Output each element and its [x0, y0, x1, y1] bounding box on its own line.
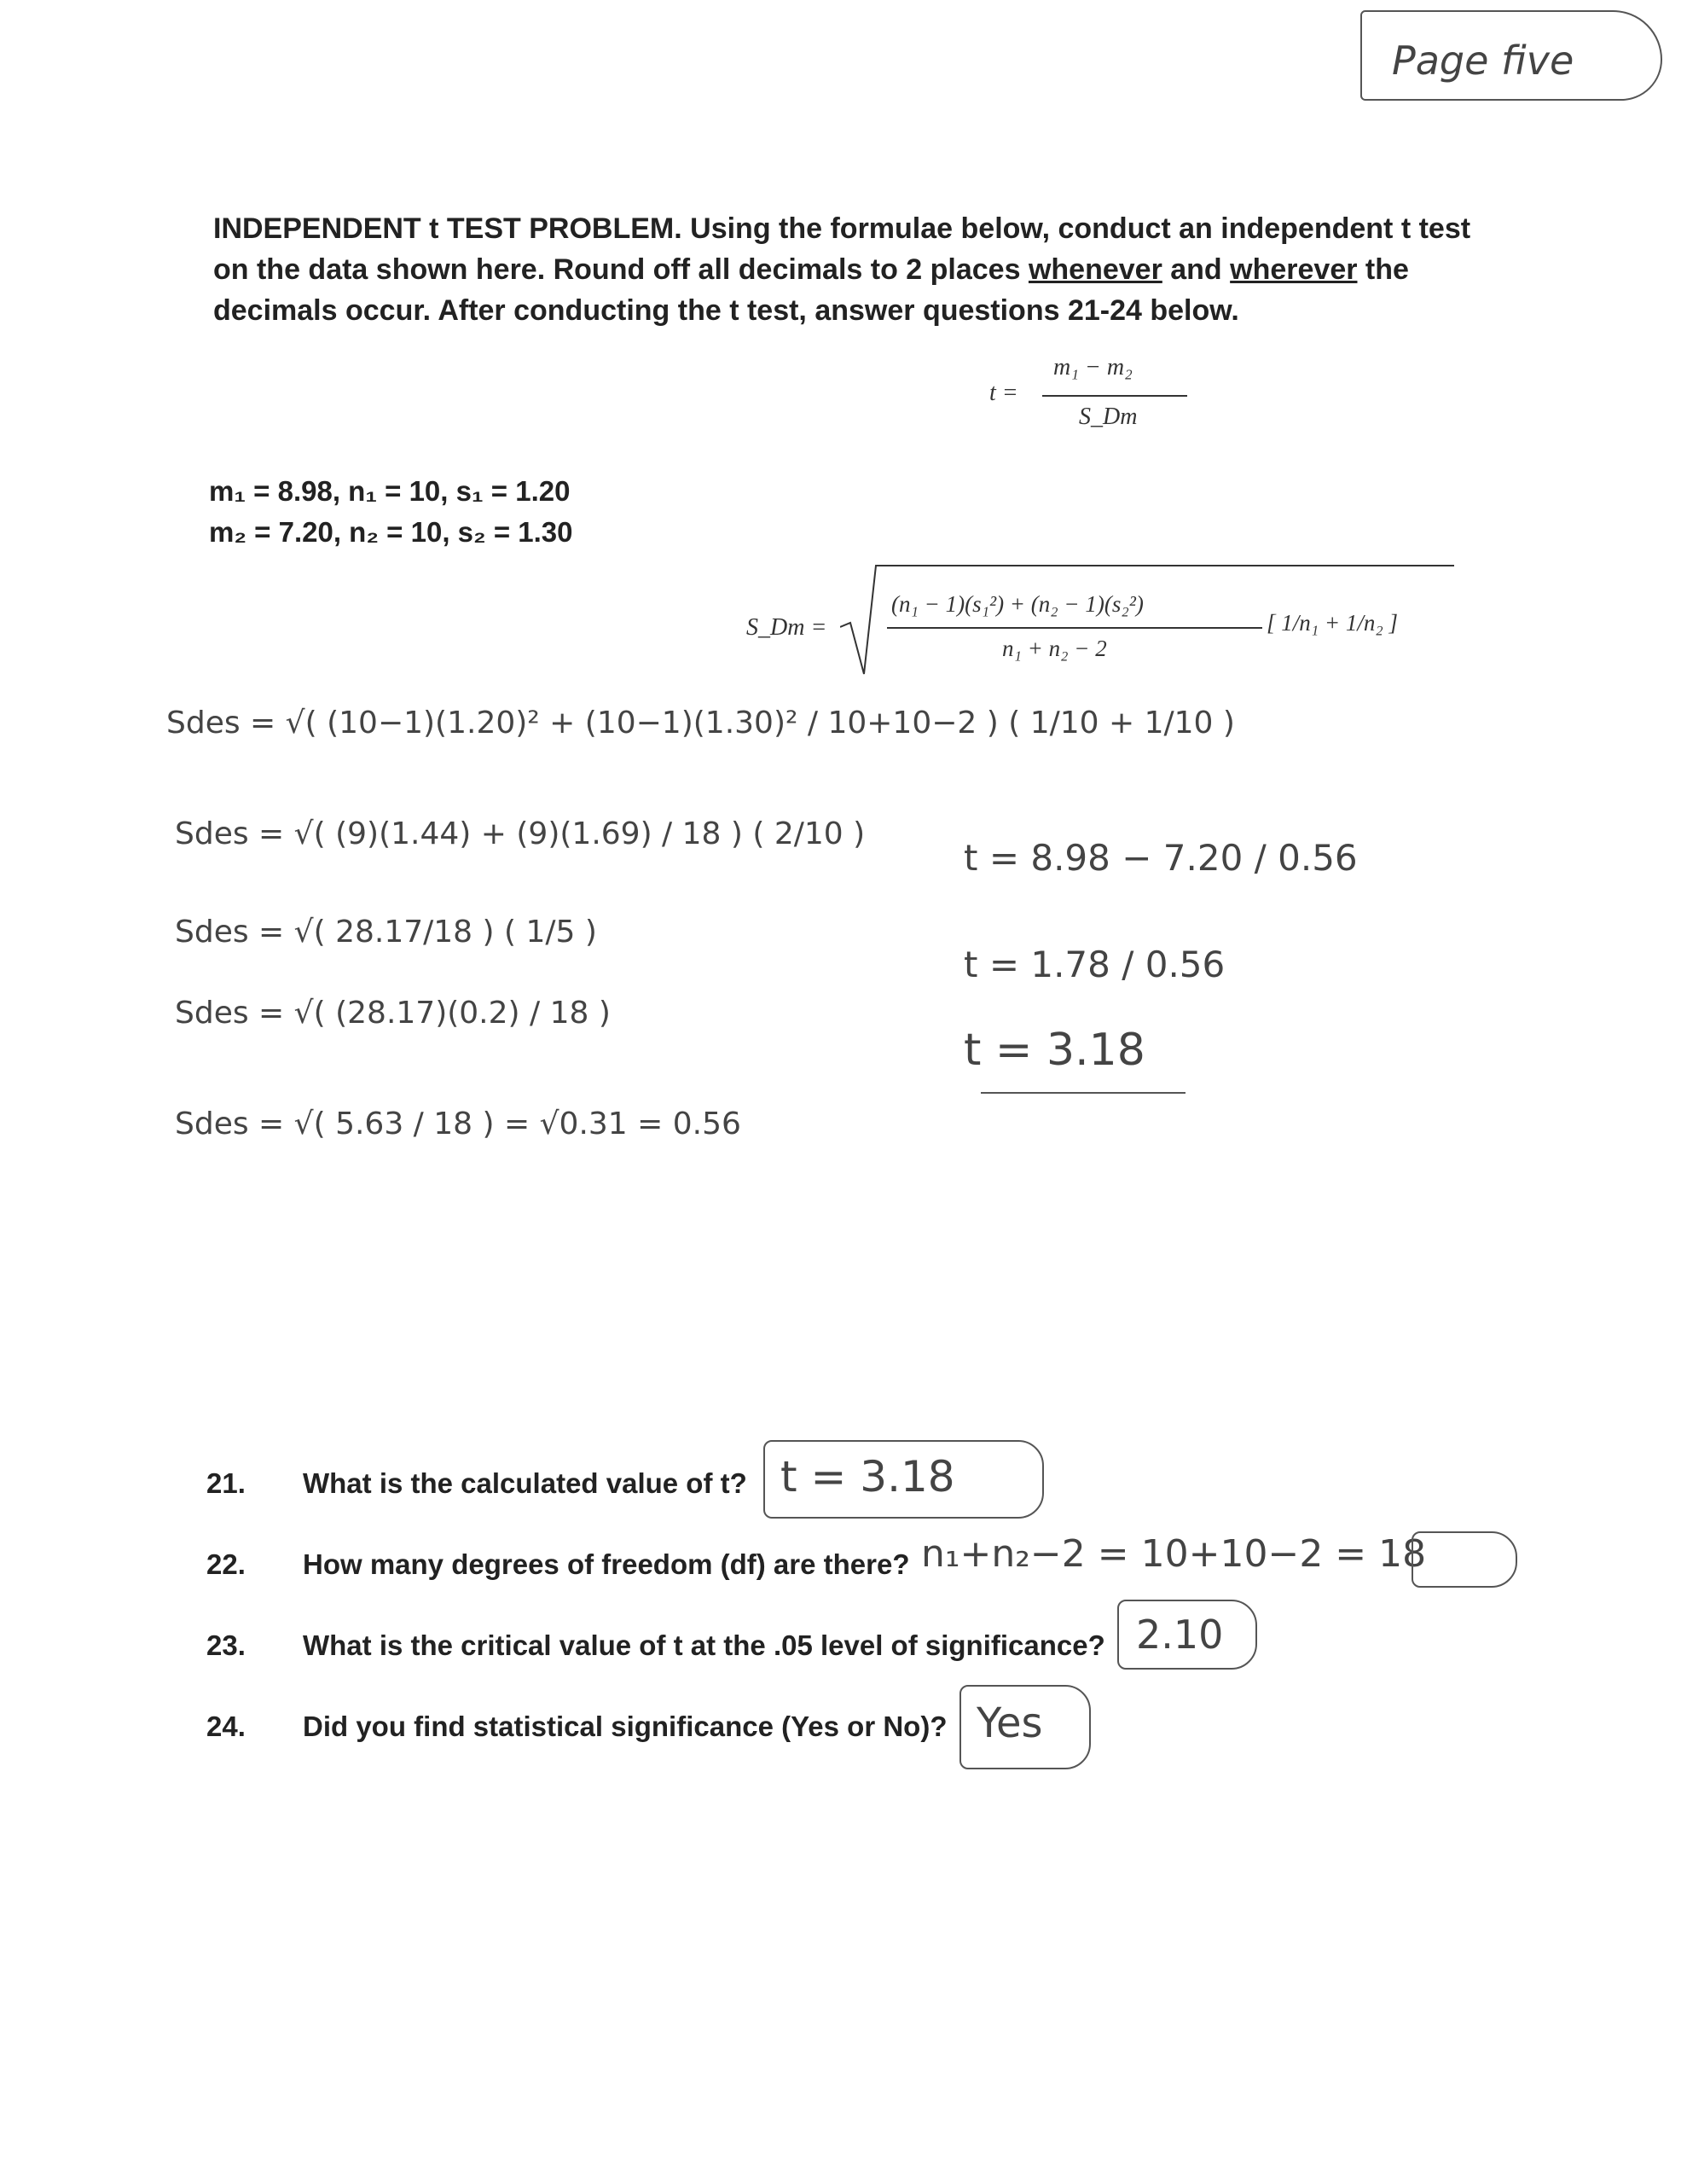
work-line-3: Sdes = √( 28.17/18 ) ( 1/5 ): [175, 915, 597, 950]
answer-24: Yes: [977, 1699, 1043, 1747]
t-formula-fraction-bar: [1042, 395, 1187, 397]
answer-24-box: [959, 1685, 1091, 1769]
work-line-2: Sdes = √( (9)(1.44) + (9)(1.69) / 18 ) ( 2/10 ): [175, 816, 866, 851]
sdm-formula-numerator: (n₁ − 1)(s₁²) + (n₂ − 1)(s₂²): [891, 591, 1144, 617]
answer-21: t = 3.18: [780, 1452, 955, 1502]
sdm-formula-fraction-bar: [887, 627, 1262, 629]
sdm-formula-denominator: n₁ + n₂ − 2: [1002, 636, 1107, 661]
instructions-part3: the decimals occur. After conducting the t test, answer questions 21-24 below.: [213, 253, 1409, 327]
work-line-4: Sdes = √( (28.17)(0.2) / 18 ): [175, 996, 611, 1031]
question-24-text: Did you find statistical significance (Yes or No)?: [303, 1711, 948, 1742]
t-formula-numerator: m₁ − m₂: [1053, 354, 1133, 380]
sdm-formula: [746, 559, 1454, 678]
sdm-formula-bracket: [ 1/n₁ + 1/n₂ ]: [1267, 610, 1399, 636]
work-line-5: Sdes = √( 5.63 / 18 ) = √0.31 = 0.56: [175, 1107, 741, 1141]
sdm-formula-lhs: S_Dm =: [746, 614, 827, 641]
question-21-number: 21.: [206, 1467, 246, 1499]
question-22-number: 22.: [206, 1548, 246, 1580]
given-line-2: m₂ = 7.20, n₂ = 10, s₂ = 1.30: [209, 516, 573, 548]
answer-22-box: [1412, 1531, 1517, 1588]
t-formula-lhs: t =: [989, 380, 1018, 406]
work-t-line-3: t = 3.18: [964, 1025, 1145, 1076]
page-label: Page five: [1392, 38, 1574, 84]
work-t-line-1: t = 8.98 − 7.20 / 0.56: [964, 837, 1358, 879]
work-line-1: Sdes = √( (10−1)(1.20)² + (10−1)(1.30)² / 10+10−2 ) ( 1/10 + 1/10 ): [166, 706, 1235, 741]
answer-23-box: [1117, 1600, 1257, 1670]
question-23-text: What is the critical value of t at the .05 level of significance?: [303, 1629, 1105, 1661]
page-label-box: [1360, 10, 1662, 101]
t-formula: [989, 354, 1194, 448]
question-23-number: 23.: [206, 1629, 246, 1661]
question-24-number: 24.: [206, 1711, 246, 1742]
instructions-part1: INDEPENDENT t TEST PROBLEM. Using the formulae below, conduct an independent t test on the data shown here. Round off all decimals to 2 places: [213, 212, 1471, 286]
question-22-text: How many degrees of freedom (df) are there?: [303, 1548, 910, 1580]
answer-23: 2.10: [1136, 1612, 1224, 1658]
instructions-underline-1: whenever: [1028, 253, 1162, 286]
answer-22: n₁+n₂−2 = 10+10−2 = 18: [921, 1532, 1427, 1576]
given-line-1: m₁ = 8.98, n₁ = 10, s₁ = 1.20: [209, 475, 571, 507]
instructions-part2: and: [1162, 253, 1231, 286]
question-21-text: What is the calculated value of t?: [303, 1467, 747, 1499]
answer-21-box: [763, 1440, 1044, 1519]
instructions-underline-2: wherever: [1230, 253, 1358, 286]
instructions: [213, 208, 1475, 331]
given-values: [209, 471, 573, 553]
t-formula-denominator: S_Dm: [1079, 404, 1138, 430]
work-t-underline: [981, 1092, 1186, 1094]
work-t-line-2: t = 1.78 / 0.56: [964, 944, 1226, 985]
